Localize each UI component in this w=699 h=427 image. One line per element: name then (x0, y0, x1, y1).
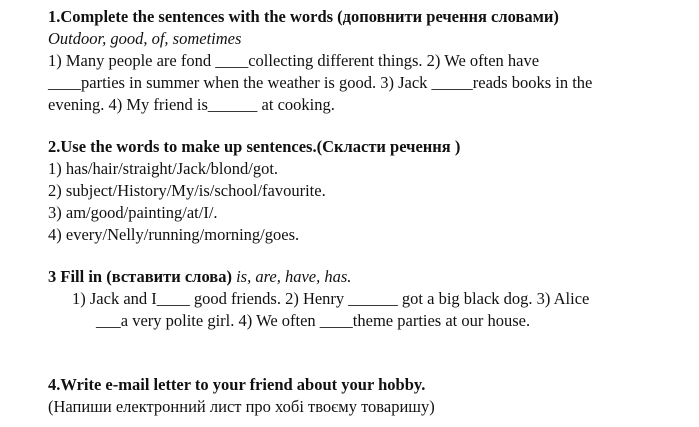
task1-line-3: evening. 4) My friend is______ at cooking. (48, 95, 335, 114)
task3-heading-label: 3 Fill in (вставити слова) (48, 267, 232, 286)
task3-word-bank: is, are, have, has. (236, 267, 352, 286)
task2-item-4: 4) every/Nelly/running/morning/goes. (48, 225, 300, 244)
task3-line-1: 1) Jack and I____ good friends. 2) Henry ______ got a big black dog. 3) Alice (72, 289, 590, 308)
task2-heading: 2.Use the words to make up sentences.(Скласти речення ) (48, 137, 461, 156)
task1-heading: 1.Complete the sentences with the words (доповнити речення словами) (48, 7, 559, 26)
task2-item-3: 3) am/good/painting/at/I/. (48, 203, 218, 222)
task2-item-1: 1) has/hair/straight/Jack/blond/got. (48, 159, 279, 178)
task1-line-1: 1) Many people are fond ____collecting different things. 2) We often have (48, 51, 540, 70)
task1-line-2: ____parties in summer when the weather is good. 3) Jack _____reads books in the (48, 73, 593, 92)
task2-item-2: 2) subject/History/My/is/school/favourite. (48, 181, 326, 200)
task1-word-bank: Outdoor, good, of, sometimes (48, 29, 242, 48)
task3-line-2: ___a very polite girl. 4) We often ____theme parties at our house. (96, 311, 531, 330)
task4-heading: 4.Write e-mail letter to your friend about your hobby. (48, 375, 426, 394)
task4-subtext: (Напиши електронний лист про хобі твоєму товаришу) (48, 397, 435, 416)
task3-heading (48, 266, 351, 288)
